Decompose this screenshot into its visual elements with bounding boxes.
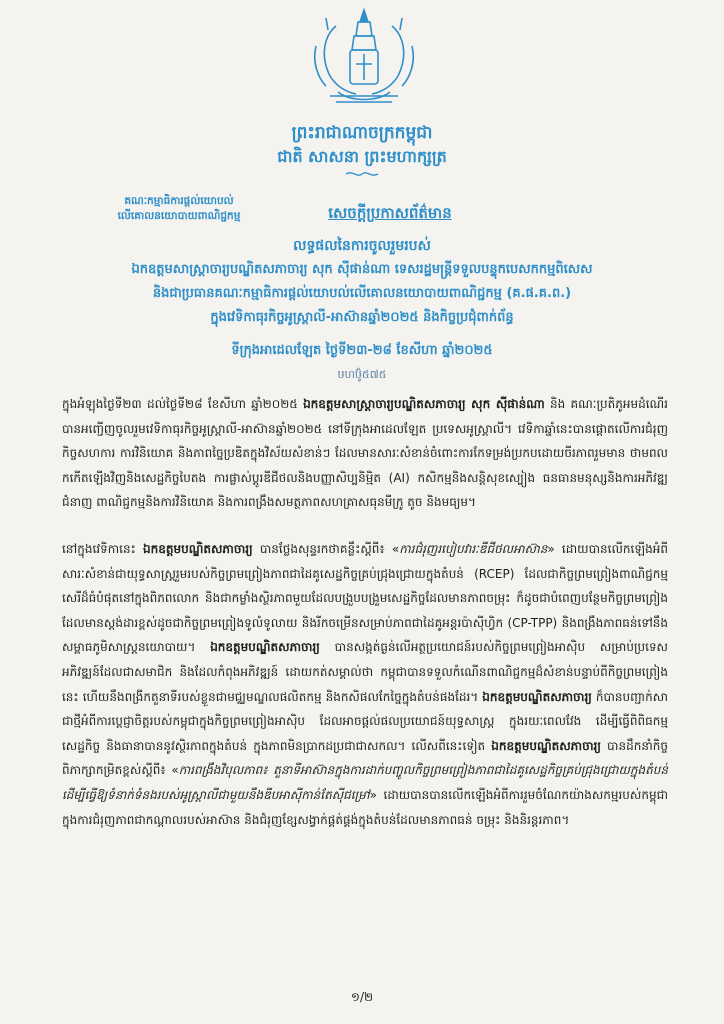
headline-line-3: និងជាប្រធានគណៈកម្មាធិការផ្ដល់យោបល់លើគោលនយោបាយពាណិជ្ជកម្ម (គ.ផ.គ.ព.): [152, 286, 572, 301]
page-number: ១/២: [350, 990, 374, 1004]
committee-line-2: លើគោលនយោបាយពាណិជ្ជកម្ម: [117, 210, 241, 222]
honorific-emphasis: ឯកឧត្តមបណ្ឌិតសភាចារ្យ: [491, 738, 601, 753]
paragraph-text: បានថ្លែងសុន្ទរកថាគន្លឹះស្ដីពី៖ «: [252, 542, 400, 556]
paragraph-text: នៅក្នុងវេទិកានេះ: [62, 542, 144, 556]
paragraph-text: និង គណៈប្រតិភូអមដំណើរ បានអញ្ជើញចូលរួមវេទិកាធុរកិច្ចអូស្ត្រាលី-អាស៊ានឆ្នាំ២០២៥ នៅទីក្រុងអាដេលឡែត ប្រទេសអូស្ត្រាលី។ វេទិកាឆ្នាំនេះបានផ្ដោតលើការជំរុញកិច្ចសហការ ការវិនិយោគ និងភាពច្នៃប្រឌិតក្នុងវិស័យសំខាន់ៗ ដែលមានសារៈសំខាន់ចំពោះការកែទម្រង់ប្រកបដោយចីរភាពរួមមាន ថាមពលកកើតឡើងវិញនិងសេដ្ឋកិច្ចបៃតង ការផ្លាស់ប្ដូរឌីជីថលនិងបញ្ញាសិប្បនិម្មិត (AI) កសិកម្មនិងសន្តិសុខស្បៀង ធនធានមនុស្សនិងការអភិវឌ្ឍជំនាញ ពាណិជ្ជកម្មនិងការវិនិយោគ និងការពង្រឹងសមត្ថភាពសហគ្រាសធុនមីក្រូ តូច និងមធ្យម។: [62, 397, 668, 510]
committee-line-1: គណៈកម្មាធិការផ្ដល់យោបល់: [124, 195, 234, 207]
royal-arms-of-cambodia-icon: [306, 6, 422, 110]
ornamental-divider-icon: [345, 170, 379, 178]
paragraph-text: ក៏បានបញ្ជាក់សាជាថ្មីអំពីការប្ដេជ្ញាចិត្តរបស់កម្ពុជាក្នុងកិច្ចព្រមព្រៀងអាស៊ិប ដែលអាចផ្ដល់ផលប្រយោជន៍យុទ្ធសាស្ត្រ ក្នុងរយៈពេលវែង ដើម្បីធ្វើពិពិធកម្មសេដ្ឋកិច្ច និងធានាបាននូវស្ថិរភាពក្នុងតំបន់ ក្នុងភាពមិនប្រាកដប្រជាជាសកល។ លើសពីនេះទៀត: [62, 689, 668, 753]
honorific-emphasis: ឯកឧត្តមសាស្ត្រាចារ្យបណ្ឌិតសភាចារ្យ សុក ស៊ីផាន់ណា: [303, 397, 545, 411]
place-and-date: ទីក្រុងអាដេលឡែត ថ្ងៃទី២៣-២៨ ខែសីហា ឆ្នាំ២០២៥: [231, 343, 493, 358]
reference-number: ឞហឞ៊៉ូ៥៧៥: [337, 368, 387, 381]
issuing-committee: [94, 194, 264, 224]
paragraph-text: » ដោយបានបានលើកឡើងអំពីការរួមចំណែកយ៉ាងសកម្មរបស់កម្ពុជាក្នុងការជំរុញភាពជាកណ្ដាលរបស់អាស៊ាន និងជំរុញខ្សែសង្វាក់ផ្គត់ផ្គង់ក្នុងតំបន់ដែលមានភាពធន់ ចម្រុះ និងនិរន្តរភាព។: [62, 787, 668, 827]
paragraph-text: បានសង្កត់ធ្ងន់លើអត្ថប្រយោជន៍របស់កិច្ចព្រមព្រៀងអាស៊ិប សម្រាប់ប្រទេសអភិវឌ្ឍន៍ដែលជាសមាជិក និងដែលកំពុងអភិវឌ្ឍន៍ ដោយកត់សម្គាល់ថា កម្ពុជាបានទទួលកំណើនពាណិជ្ជកម្មដ៏សំខាន់បន្ទាប់ពីកិច្ចព្រមព្រៀងនេះ ហើយនឹងពង្រីកតួនាទីរបស់ខ្លួនជាមជ្ឈមណ្ឌលផលិតកម្ម និងកសិផលកែច្នៃក្នុងតំបន់ផងដែរ។: [62, 640, 668, 704]
national-motto: ជាតិ សាសនា ព្រះមហាក្សត្រ: [277, 147, 447, 166]
paragraph-text: ក្នុងអំឡុងថ្ងៃទី២៣ ដល់ថ្ងៃទី២៨ ខែសីហា ឆ្នាំ២០២៥: [62, 397, 304, 411]
quoted-topic: ការជំរុញរបៀបវារៈឌីជីថលអាស៊ាន: [399, 542, 548, 556]
honorific-emphasis: ឯកឧត្តមបណ្ឌិតសភាចារ្យ: [482, 689, 592, 704]
paragraph-text: បានដឹកនាំកិច្ចពិភាក្សាកម្រិតខ្ពស់ស្ដីពី៖ «: [62, 738, 668, 778]
honorific-emphasis: ឯកឧត្តមបណ្ឌិតសភាចារ្យ: [210, 640, 320, 655]
quoted-topic: ការពង្រឹងវិបុលភាព៖ តួនាទីអាស៊ានក្នុងការដាក់បញ្ចូលកិច្ចព្រមព្រៀងភាពជាដៃគូសេដ្ឋកិច្ចគ្រប់ជ្រុងជ្រោយក្នុងតំបន់ ដើម្បីធ្វើឱ្យទំនាក់ទំនងរបស់អូស្ត្រាលីជាមួយនឹងឌីបអាស៊ីកាន់តែស៊ីជម្រៅ: [62, 763, 668, 802]
headline-line-4: ក្នុងវេទិកាធុរកិច្ចអូស្ត្រាលី-អាស៊ាន​ឆ្នាំ២០២៥ និងកិច្ចប្រជុំពាក់ព័ន្ធ: [210, 310, 514, 325]
paragraph-text: » ដោយបានលើកឡើងអំពីសារៈសំខាន់ជាយុទ្ធសាស្ត្ររួមរបស់កិច្ចព្រមព្រៀងភាពជាដៃគូសេដ្ឋកិច្ចគ្រប់ជ្រុងជ្រោយក្នុងតំបន់ (RCEP) ដែលជាកិច្ចព្រមព្រៀងពាណិជ្ជកម្មសេរីដ៏ធំបំផុតនៅក្នុងពិភពលោក និងជាកម្លាំងស្ថិរភាពមួយដែលបង្រួបបង្រួមសេដ្ឋកិច្ចដែលមានភាពចម្រុះ ក៏ដូចជាបំពេញបន្ថែមកិច្ចព្រមព្រៀងដែលមានស្តង់ដារខ្ពស់ដូចជាកិច្ចព្រមព្រៀងទូលំទូលាយ និងរីកចម្រើនសម្រាប់ភាពជាដៃគូអន្តរប៉ាស៊ីហ្វិក (CP-TPP) និងពង្រឹងភាពធន់ទៅនឹងសម្ពាធភូមិសាស្ត្រនយោបាយ។: [62, 542, 668, 655]
body-paragraph-2: [62, 537, 668, 832]
kingdom-name: ព្រះរាជាណាចក្រកម្ពុជា: [291, 123, 433, 143]
press-release-title: សេចក្ដីប្រកាសព័ត៌មាន: [328, 204, 452, 222]
honorific-emphasis: ឯកឧត្តមបណ្ឌិតសភាចារ្យ: [143, 542, 253, 556]
body-paragraph-1: [62, 392, 668, 515]
headline-line-1: លទ្ធផលនៃការចូលរួមរបស់: [293, 238, 431, 254]
headline-line-2: ឯកឧត្តមសាស្ត្រាចារ្យបណ្ឌិតសភាចារ្យ សុក ស៊ីផាន់ណា ទេសរដ្ឋមន្ត្រីទទួលបន្ទុកបេសកកម្មពិសេស: [131, 262, 593, 277]
